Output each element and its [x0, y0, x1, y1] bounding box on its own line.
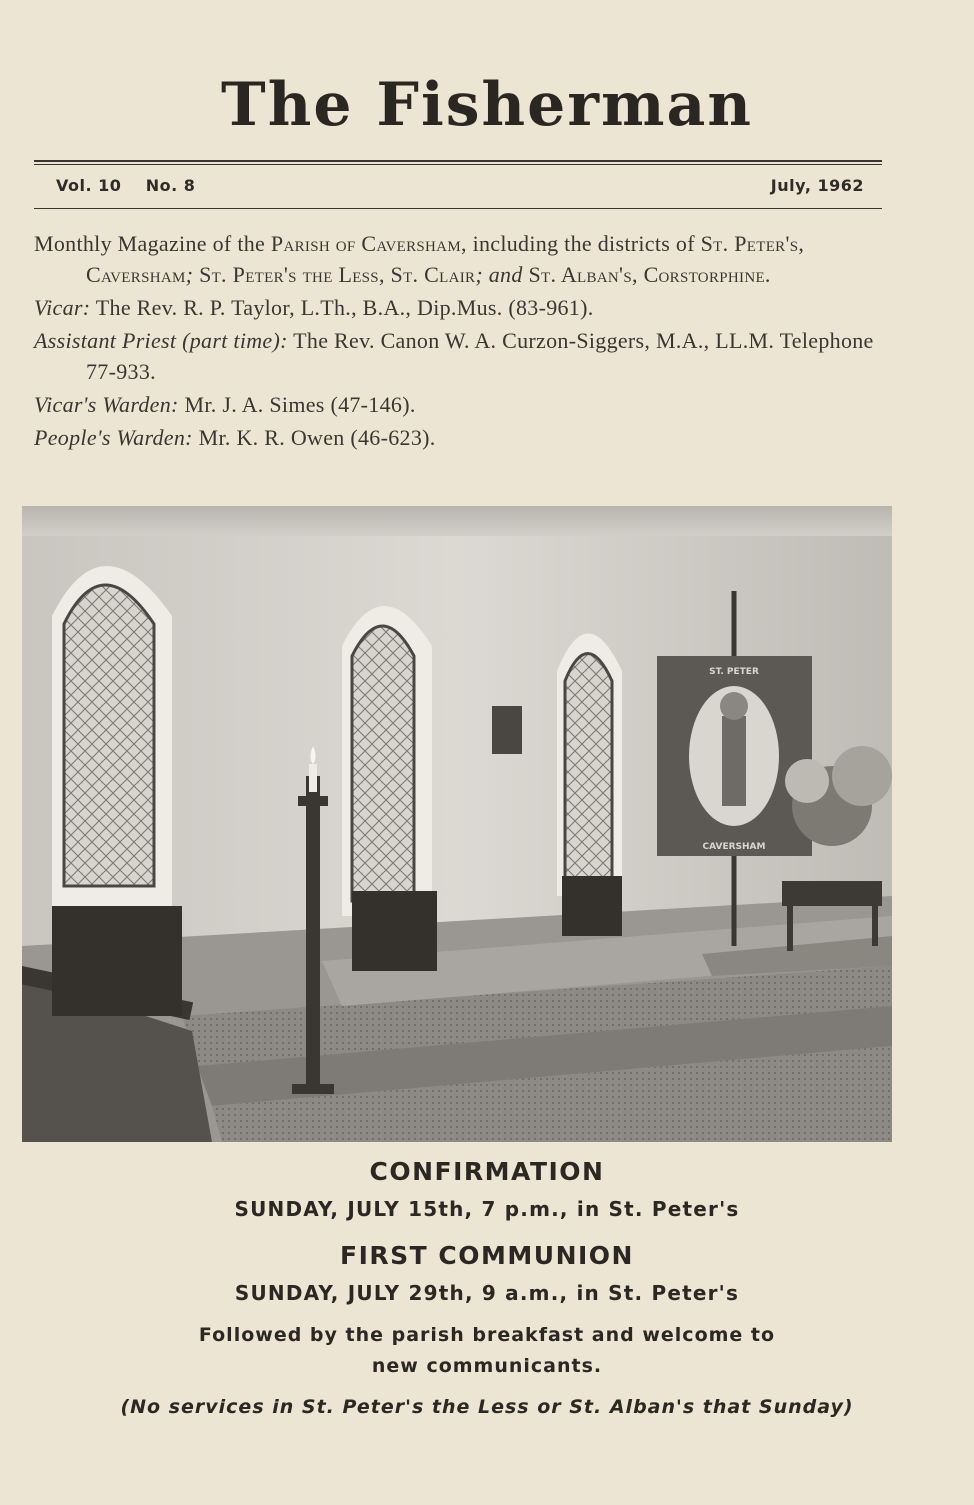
header-bottom-rule	[34, 208, 882, 209]
issue-number: No. 8	[145, 176, 196, 195]
district-st-peters-less: St. Peter's the Less, St. Clair	[199, 262, 476, 287]
breakfast-note-line-1: Followed by the parish breakfast and welcome to	[198, 1324, 776, 1346]
breakfast-note-line-2: new communicants.	[371, 1355, 603, 1377]
first-communion-detail: SUNDAY, JULY 29th, 9 a.m., in St. Peter's	[234, 1281, 740, 1305]
assistant-priest-line: Assistant Priest (part time): The Rev. Canon W. A. Curzon-Siggers, M.A., LL.M. Telephone 77-933.	[34, 328, 874, 384]
no-services-note: (No services in St. Peter's the Less or St. Alban's that Sunday)	[120, 1396, 854, 1418]
parish-info	[34, 228, 894, 455]
banner-text-bottom: CAVERSHAM	[702, 842, 766, 852]
district-st-albans: St. Alban's, Corstorphine	[528, 262, 765, 287]
confirmation-heading: CONFIRMATION	[369, 1157, 605, 1186]
vicars-warden-line: Vicar's Warden: Mr. J. A. Simes (47-146).	[34, 392, 416, 417]
first-communion-heading: FIRST COMMUNION	[340, 1241, 634, 1270]
arched-window-middle	[342, 606, 437, 971]
issue-volume: Vol. 10	[56, 176, 122, 195]
parish-description: Monthly Magazine of the Parish of Caversham, including the districts of St. Peter's, Caversham; St. Peter's the Less, St. Clair; and St. Alban's, Corstorphine.	[34, 231, 805, 287]
vicar-line: Vicar: The Rev. R. P. Taylor, L.Th., B.A., Dip.Mus. (83-961).	[34, 295, 594, 320]
issue-volume-number	[56, 176, 195, 195]
parish-name: Parish of Caversham	[270, 231, 461, 256]
top-rule	[34, 160, 882, 162]
arched-window-right	[557, 634, 622, 937]
church-interior-photo	[22, 506, 892, 1142]
notices	[0, 1152, 974, 1423]
top-rule-thin	[34, 164, 882, 165]
confirmation-detail: SUNDAY, JULY 15th, 7 p.m., in St. Peter's	[234, 1197, 740, 1221]
peoples-warden-line: People's Warden: Mr. K. R. Owen (46-623).	[34, 425, 436, 450]
district-st-peters: St. Peter's, Caversham	[86, 231, 805, 287]
masthead-title: The Fisherman	[221, 70, 753, 140]
banner-text-top: ST. PETER	[709, 667, 759, 677]
wall-plaque	[492, 706, 522, 754]
issue-date: July, 1962	[770, 176, 864, 195]
arched-window-left	[52, 566, 182, 1016]
